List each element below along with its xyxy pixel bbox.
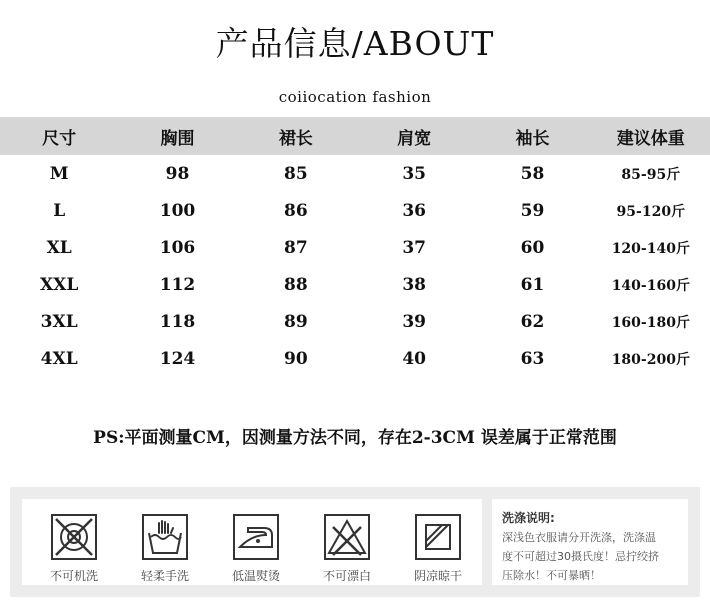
bust-cell: 112 xyxy=(159,274,196,295)
page-title: 产品信息/ABOUT xyxy=(215,24,495,63)
no-machine-wash-icon xyxy=(50,513,98,561)
sleeve-cell: 60 xyxy=(520,237,545,258)
sleeve-cell: 59 xyxy=(520,200,545,221)
weight-cell: 120-140斤 xyxy=(611,240,690,257)
shoulder-cell: 39 xyxy=(402,311,426,332)
length-cell: 88 xyxy=(283,274,308,295)
weight-cell: 140-160斤 xyxy=(611,277,690,294)
column-header: 尺寸 xyxy=(0,117,118,155)
care-panel xyxy=(10,487,700,597)
wash-instructions-line: 压除水！不可暴晒！ xyxy=(502,569,601,582)
wash-instructions-line: 度不可超过30摄氏度！忌拧绞挤 xyxy=(502,550,659,563)
shoulder-cell: 38 xyxy=(402,274,426,295)
size-cell: XXL xyxy=(39,274,79,295)
size-cell: L xyxy=(53,200,66,221)
care-item xyxy=(216,513,296,584)
bust-cell: 106 xyxy=(159,237,196,258)
care-item xyxy=(125,513,205,584)
table-row xyxy=(0,192,710,229)
brand-subtitle: coiiocation fashion xyxy=(278,88,432,106)
bust-cell: 118 xyxy=(159,311,196,332)
column-header: 袖长 xyxy=(473,117,591,155)
wash-instructions-line: 深浅色衣服请分开洗涤，洗涤温 xyxy=(502,531,656,544)
length-cell: 89 xyxy=(283,311,308,332)
sleeve-cell: 58 xyxy=(520,163,545,184)
bust-cell: 124 xyxy=(159,348,196,369)
care-label: 轻柔手洗 xyxy=(140,569,189,583)
column-header: 裙长 xyxy=(237,117,355,155)
length-cell: 87 xyxy=(283,237,308,258)
table-row xyxy=(0,229,710,266)
table-header-row xyxy=(0,117,710,155)
shoulder-cell: 40 xyxy=(402,348,426,369)
length-cell: 86 xyxy=(283,200,308,221)
sleeve-cell: 62 xyxy=(520,311,545,332)
weight-cell: 95-120斤 xyxy=(616,203,686,220)
column-header: 建议体重 xyxy=(592,117,710,155)
no-bleach-icon xyxy=(323,513,371,561)
care-item xyxy=(307,513,387,584)
care-label: 不可机洗 xyxy=(49,569,98,583)
care-label: 不可漂白 xyxy=(322,569,371,583)
size-cell: M xyxy=(49,163,69,184)
column-header: 胸围 xyxy=(118,117,236,155)
measurement-note: PS:平面测量CM，因测量方法不同，存在2-3CM 误差属于正常范围 xyxy=(93,428,617,448)
care-label: 低温熨烫 xyxy=(231,569,280,583)
shoulder-cell: 35 xyxy=(402,163,426,184)
sleeve-cell: 61 xyxy=(520,274,545,295)
care-icons-box xyxy=(22,499,482,585)
column-header: 肩宽 xyxy=(355,117,473,155)
weight-cell: 85-95斤 xyxy=(621,166,681,183)
shade-dry-icon xyxy=(414,513,462,561)
size-cell: 4XL xyxy=(40,348,78,369)
weight-cell: 160-180斤 xyxy=(611,314,690,331)
length-cell: 90 xyxy=(283,348,308,369)
bust-cell: 100 xyxy=(159,200,196,221)
table-row xyxy=(0,266,710,303)
table-row xyxy=(0,340,710,377)
sleeve-cell: 63 xyxy=(520,348,545,369)
care-label: 阴凉晾干 xyxy=(413,569,462,583)
size-cell: XL xyxy=(46,237,72,258)
low-iron-icon xyxy=(232,513,280,561)
shoulder-cell: 36 xyxy=(402,200,426,221)
care-item xyxy=(34,513,114,584)
size-chart-table xyxy=(0,117,710,377)
size-cell: 3XL xyxy=(40,311,78,332)
length-cell: 85 xyxy=(283,163,308,184)
bust-cell: 98 xyxy=(165,163,190,184)
hand-wash-icon xyxy=(141,513,189,561)
table-row xyxy=(0,303,710,340)
shoulder-cell: 37 xyxy=(402,237,426,258)
table-row xyxy=(0,155,710,192)
wash-instructions-title: 洗涤说明: xyxy=(502,511,555,525)
wash-instructions xyxy=(492,499,688,585)
weight-cell: 180-200斤 xyxy=(611,351,690,368)
care-item xyxy=(398,513,478,584)
